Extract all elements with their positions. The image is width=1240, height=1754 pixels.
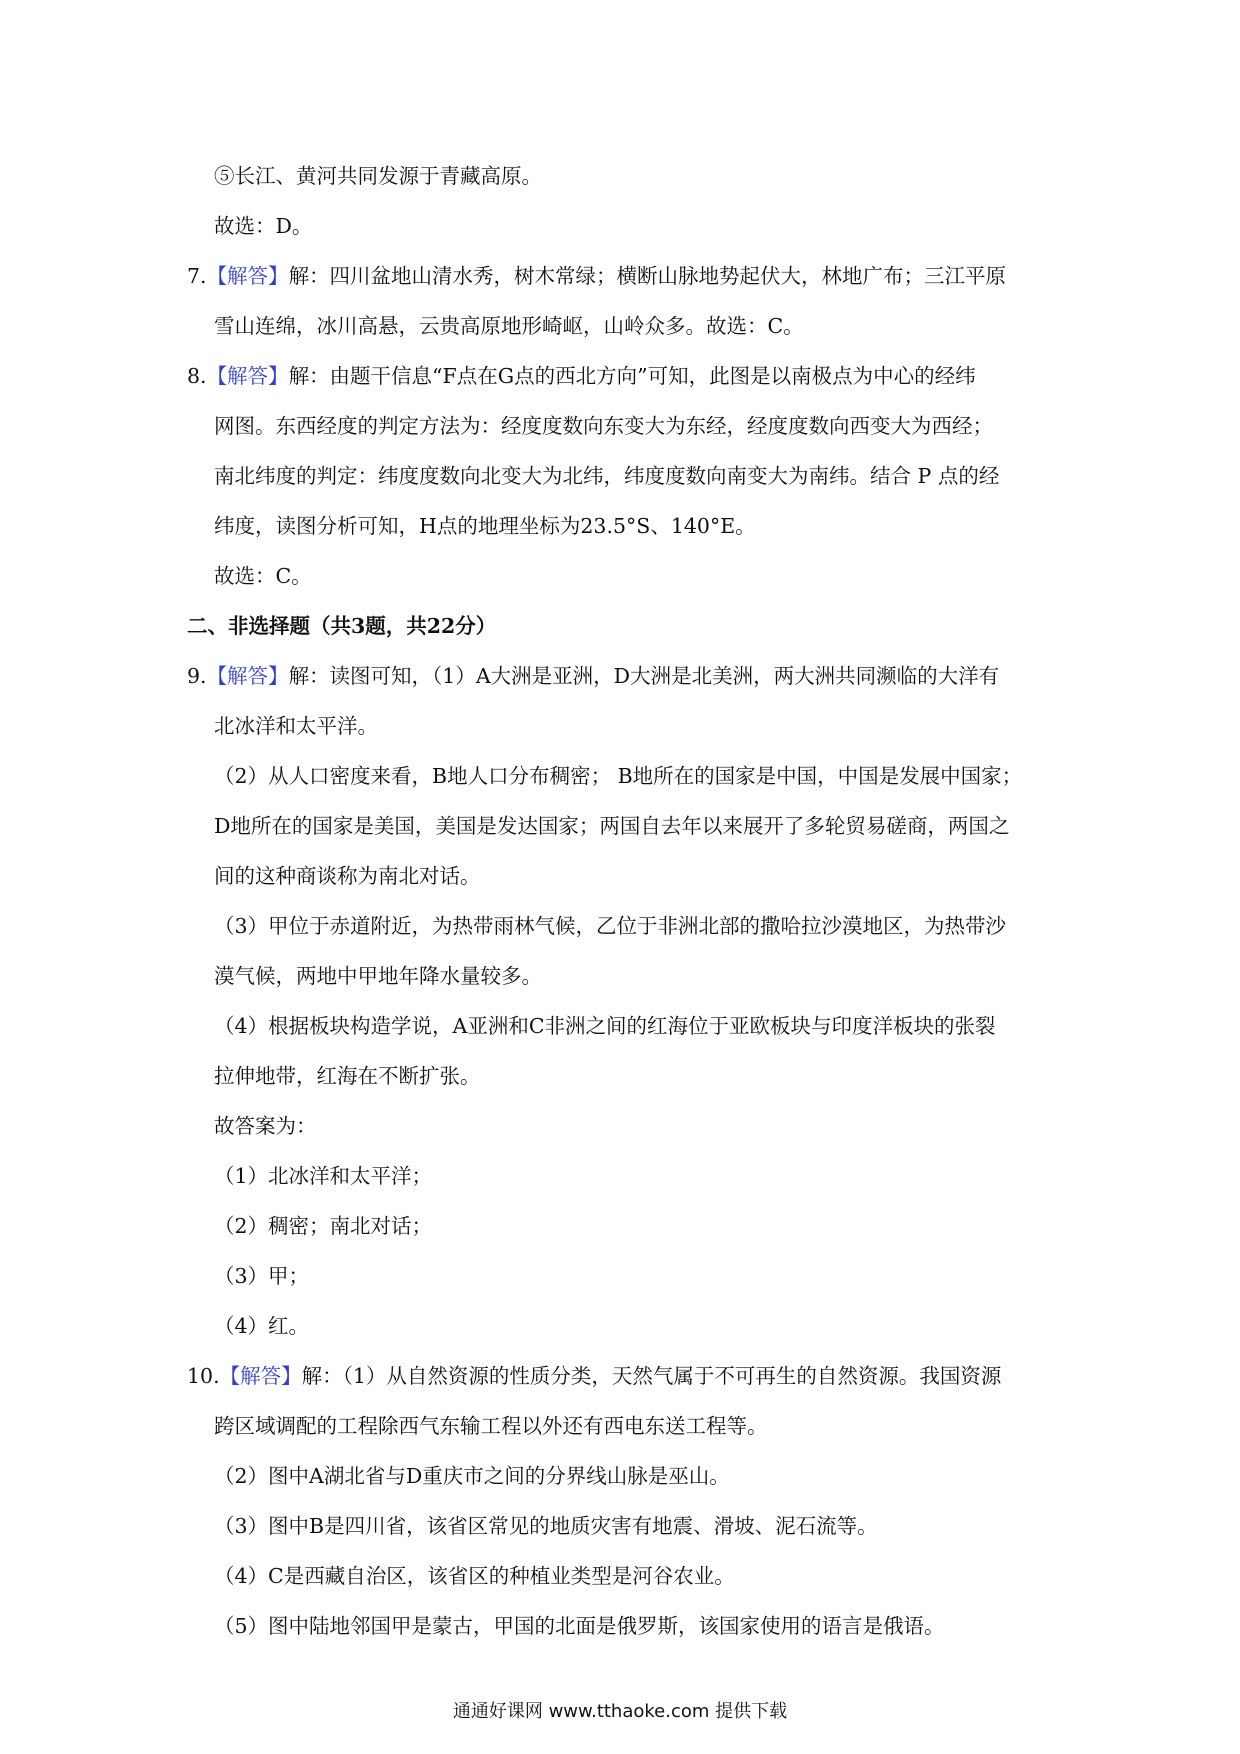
- question-10: [187, 1362, 1001, 1390]
- text-line: 雪山连绵，冰川高悬，云贵高原地形崎岖，山岭众多。故选：C。: [214, 314, 804, 338]
- text-line: （3）图中B是四川省，该省区常见的地质灾害有地震、滑坡、泥石流等。: [214, 1514, 878, 1538]
- text-line: （5）图中陆地邻国甲是蒙古，甲国的北面是俄罗斯，该国家使用的语言是俄语。: [214, 1614, 945, 1638]
- answer-tag: 【解答】: [206, 364, 289, 388]
- text-line: 北冰洋和太平洋。: [214, 714, 378, 738]
- text-line: 故答案为：: [214, 1114, 317, 1138]
- answer-tag: 【解答】: [206, 664, 289, 688]
- text-line: （2）图中A湖北省与D重庆市之间的分界线山脉是巫山。: [214, 1464, 730, 1488]
- text-line: 解：四川盆地山清水秀，树木常绿；横断山脉地势起伏大，林地广布；三江平原: [288, 264, 1007, 288]
- answer-tag: 【解答】: [206, 264, 289, 288]
- text-line: 间的这种商谈称为南北对话。: [214, 864, 481, 888]
- answer-tag: 【解答】: [219, 1364, 302, 1388]
- question-7: [187, 262, 1006, 290]
- text-line: 跨区域调配的工程除西气东输工程以外还有西电东送工程等。: [214, 1414, 768, 1438]
- question-8: [187, 362, 976, 390]
- text-line: （4）红。: [214, 1314, 310, 1338]
- text-line: （4）根据板块构造学说，A亚洲和C非洲之间的红海位于亚欧板块与印度洋板块的张裂: [214, 1014, 996, 1038]
- text-line: （3）甲位于赤道附近，为热带雨林气候，乙位于非洲北部的撒哈拉沙漠地区，为热带沙: [214, 914, 1007, 938]
- text-line: 故选：D。: [214, 214, 313, 238]
- question-number: 10.: [187, 1364, 220, 1388]
- text-line: 漠气候，两地中甲地年降水量较多。: [214, 964, 542, 988]
- question-number: 9.: [187, 664, 207, 688]
- text-line: 拉伸地带，红海在不断扩张。: [214, 1064, 481, 1088]
- text-line: （1）北冰洋和太平洋；: [214, 1164, 433, 1188]
- text-line: 南北纬度的判定：纬度度数向北变大为北纬，纬度度数向南变大为南纬。结合 P 点的经: [214, 464, 1000, 488]
- text-line: 纬度，读图分析可知，H点的地理坐标为23.5°S、140°E。: [214, 514, 756, 538]
- text-line: 网图。东西经度的判定方法为：经度度数向东变大为东经，经度度数向西变大为西经；: [214, 414, 993, 438]
- text-line: 解：（1）从自然资源的性质分类，天然气属于不可再生的自然资源。我国资源: [301, 1364, 1002, 1388]
- text-line: （4）C是西藏自治区，该省区的种植业类型是河谷农业。: [214, 1564, 735, 1588]
- text-line: 解：由题干信息“F点在G点的西北方向”可知，此图是以南极点为中心的经纬: [288, 364, 976, 388]
- question-9: [187, 662, 999, 690]
- text-line: 故选：C。: [214, 564, 312, 588]
- text-line: 解：读图可知，（1）A大洲是亚洲，D大洲是北美洲，两大洲共同濒临的大洋有: [288, 664, 1000, 688]
- text-line: （3）甲；: [214, 1264, 310, 1288]
- question-number: 8.: [187, 364, 207, 388]
- text-line: D地所在的国家是美国，美国是发达国家；两国自去年以来展开了多轮贸易磋商，两国之: [214, 814, 1010, 838]
- section-heading: 二、非选择题（共3题，共22分）: [187, 614, 497, 638]
- text-line: ⑤长江、黄河共同发源于青藏高原。: [214, 164, 542, 188]
- question-number: 7.: [187, 264, 207, 288]
- text-line: （2）从人口密度来看，B地人口分布稠密； B地所在的国家是中国，中国是发展中国家；: [214, 764, 1023, 788]
- page-footer: 通通好课网 www.tthaoke.com 提供下载: [452, 1701, 788, 1722]
- text-line: （2）稠密；南北对话；: [214, 1214, 433, 1238]
